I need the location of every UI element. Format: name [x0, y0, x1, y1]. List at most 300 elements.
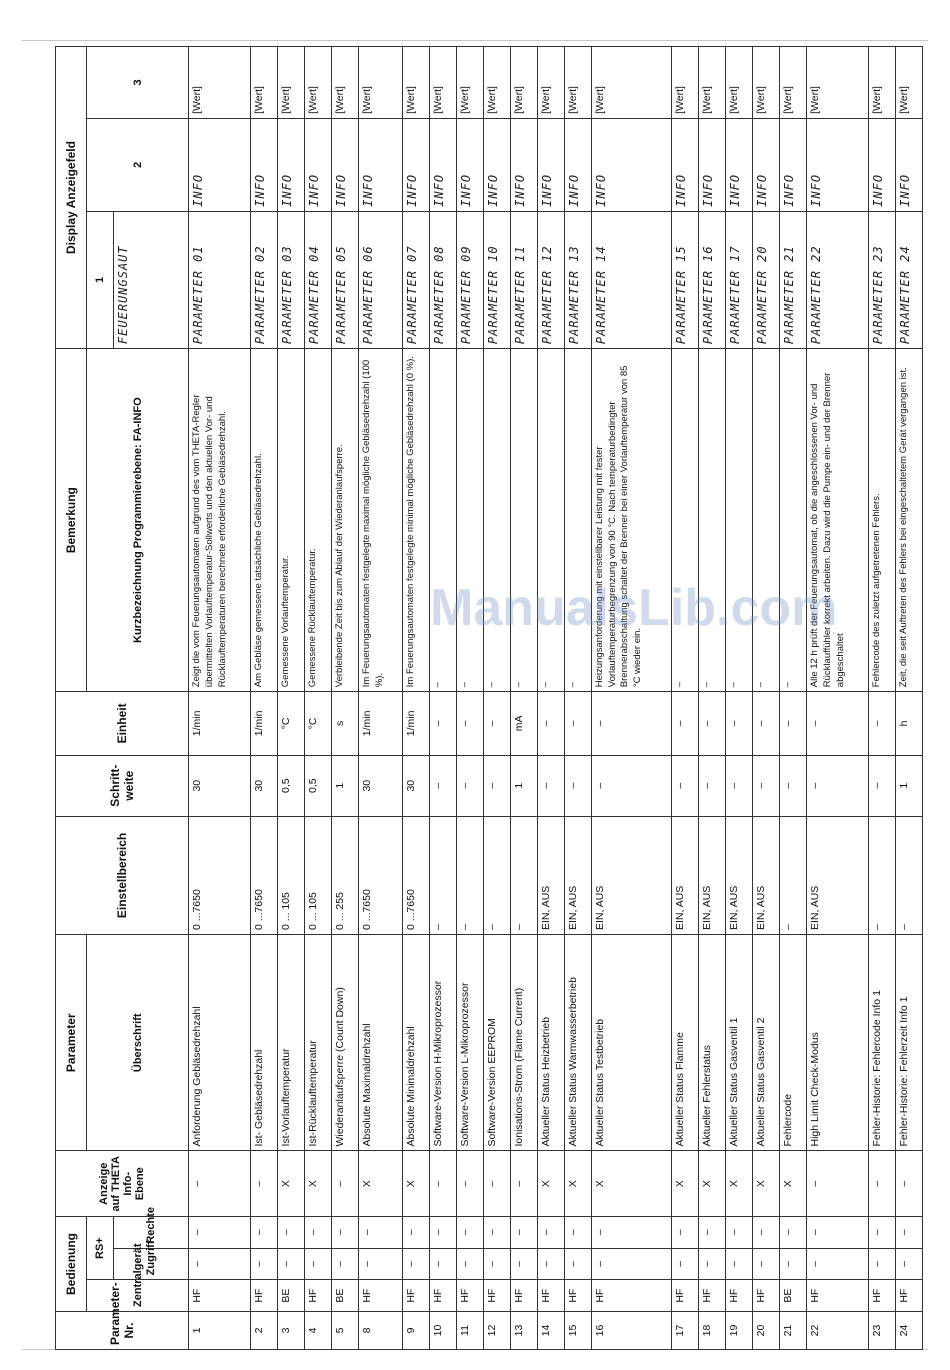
row-display-2: INFO [304, 118, 331, 211]
row-anzeige: – [483, 1151, 510, 1216]
row-anzeige: X [752, 1151, 779, 1216]
row-zentralgeraet: HF [591, 1280, 671, 1312]
row-einstellbereich: 0 ...7650 [402, 816, 429, 934]
row-zugriff: – [277, 1248, 304, 1280]
row-rechte: – [868, 1216, 895, 1248]
row-zugriff: – [456, 1248, 483, 1280]
header-rechte: Rechte [114, 1216, 189, 1248]
row-schrittweite: – [564, 755, 591, 816]
row-einstellbereich: 0 ...7650 [358, 816, 402, 934]
row-schrittweite: – [483, 755, 510, 816]
row-display-1: PARAMETER 06 [358, 211, 402, 348]
row-zentralgeraet: HF [358, 1280, 402, 1312]
row-nr: 19 [725, 1312, 752, 1350]
row-ueberschrift: Fehler-Historie: Fehlercode Info 1 [868, 935, 895, 1151]
row-ueberschrift: Aktueller Fehlerstatus [698, 935, 725, 1151]
row-rechte: – [725, 1216, 752, 1248]
row-display-3: [Wert] [725, 47, 752, 119]
row-display-3: [Wert] [429, 47, 456, 119]
row-anzeige: X [304, 1151, 331, 1216]
row-display-3: [Wert] [331, 47, 358, 119]
row-display-1: PARAMETER 21 [779, 211, 806, 348]
row-nr: 16 [591, 1312, 671, 1350]
row-display-1: PARAMETER 20 [752, 211, 779, 348]
row-display-2: INFO [591, 118, 671, 211]
row-ueberschrift: Absolute Maximaldrehzahl [358, 935, 402, 1151]
row-einheit: – [725, 692, 752, 755]
row-schrittweite: – [429, 755, 456, 816]
row-rechte: – [671, 1216, 698, 1248]
row-anzeige: X [358, 1151, 402, 1216]
row-display-1: PARAMETER 14 [591, 211, 671, 348]
row-einheit: – [779, 692, 806, 755]
row-einheit: – [591, 692, 671, 755]
row-einheit: – [483, 692, 510, 755]
row-nr: 11 [456, 1312, 483, 1350]
row-anzeige: – [429, 1151, 456, 1216]
row-bemerkung: – [779, 349, 806, 692]
row-ueberschrift: Software-Version L-Mikroprozessor [456, 935, 483, 1151]
row-anzeige: – [250, 1151, 277, 1216]
row-einheit: – [537, 692, 564, 755]
row-display-2: INFO [895, 118, 922, 211]
row-rechte: – [250, 1216, 277, 1248]
row-einstellbereich: EIN, AUS [591, 816, 671, 934]
table-row [725, 47, 752, 1350]
row-nr: 2 [250, 1312, 277, 1350]
row-ueberschrift: Ist-Rücklauftemperatur [304, 935, 331, 1151]
row-anzeige: X [591, 1151, 671, 1216]
row-zugriff: – [671, 1248, 698, 1280]
row-bemerkung: Gemessene Vorlauftemperatur. [277, 349, 304, 692]
row-rechte: – [591, 1216, 671, 1248]
row-display-1: PARAMETER 04 [304, 211, 331, 348]
row-zugriff: – [725, 1248, 752, 1280]
row-display-2: INFO [277, 118, 304, 211]
table-row [779, 47, 806, 1350]
row-einheit: – [429, 692, 456, 755]
row-rechte: – [304, 1216, 331, 1248]
row-display-1: PARAMETER 07 [402, 211, 429, 348]
row-einstellbereich: – [429, 816, 456, 934]
row-bemerkung: – [752, 349, 779, 692]
table-row [895, 47, 922, 1350]
row-ueberschrift: Ist- Gebläsedrehzahl [250, 935, 277, 1151]
row-einheit: 1/min [250, 692, 277, 755]
row-anzeige: – [189, 1151, 251, 1216]
row-display-2: INFO [429, 118, 456, 211]
row-anzeige: – [895, 1151, 922, 1216]
header-anzeige: Anzeige auf THETA Info-Ebene [56, 1151, 189, 1216]
row-einheit: °C [277, 692, 304, 755]
row-bemerkung: Gemessene Rücklauftemperatur. [304, 349, 331, 692]
row-schrittweite: 1 [895, 755, 922, 816]
row-schrittweite: – [698, 755, 725, 816]
row-schrittweite: 30 [250, 755, 277, 816]
row-rechte: – [895, 1216, 922, 1248]
row-display-2: INFO [483, 118, 510, 211]
row-schrittweite: – [868, 755, 895, 816]
parameter-table [55, 46, 923, 1350]
row-zugriff: – [429, 1248, 456, 1280]
row-display-2: INFO [868, 118, 895, 211]
row-display-2: INFO [806, 118, 868, 211]
row-zugriff: – [402, 1248, 429, 1280]
row-bemerkung: Alle 12 h prüft der Feuerungsautomat, ob die angeschlossenen Vor- und Rücklauffühler korrekt arbeiten. Dazu wird die Pumpe ein- und der Brenner abgeschaltet [806, 349, 868, 692]
row-einheit: – [564, 692, 591, 755]
row-anzeige: – [868, 1151, 895, 1216]
row-display-3: [Wert] [537, 47, 564, 119]
row-einstellbereich: EIN, AUS [806, 816, 868, 934]
row-display-2: INFO [189, 118, 251, 211]
row-bemerkung: – [564, 349, 591, 692]
row-zentralgeraet: HF [564, 1280, 591, 1312]
header-display-2: 2 [87, 118, 189, 211]
row-zentralgeraet: HF [868, 1280, 895, 1312]
row-zentralgeraet: HF [806, 1280, 868, 1312]
row-einheit: – [671, 692, 698, 755]
row-einstellbereich: EIN, AUS [752, 816, 779, 934]
row-schrittweite: 0,5 [277, 755, 304, 816]
row-einheit: – [752, 692, 779, 755]
row-display-3: [Wert] [456, 47, 483, 119]
table-row [698, 47, 725, 1350]
table-row [277, 47, 304, 1350]
row-zentralgeraet: BE [331, 1280, 358, 1312]
row-zentralgeraet: HF [671, 1280, 698, 1312]
row-einstellbereich: EIN, AUS [671, 816, 698, 934]
row-display-1: PARAMETER 15 [671, 211, 698, 348]
row-display-1: PARAMETER 05 [331, 211, 358, 348]
row-zentralgeraet: HF [698, 1280, 725, 1312]
row-einheit: mA [510, 692, 537, 755]
row-display-3: [Wert] [895, 47, 922, 119]
row-bemerkung: Am Gebläse gemessene tatsächliche Gebläsedrehzahl. [250, 349, 277, 692]
row-bemerkung: – [537, 349, 564, 692]
row-schrittweite: – [779, 755, 806, 816]
header-kurzbezeichnung: Kurzbezeichnung Programmierebene: FA-INFO [87, 349, 189, 692]
row-zugriff: – [250, 1248, 277, 1280]
row-zentralgeraet: HF [752, 1280, 779, 1312]
row-display-1: PARAMETER 16 [698, 211, 725, 348]
row-nr: 5 [331, 1312, 358, 1350]
row-nr: 23 [868, 1312, 895, 1350]
row-anzeige: – [456, 1151, 483, 1216]
table-row [429, 47, 456, 1350]
table-row [671, 47, 698, 1350]
row-zugriff: – [591, 1248, 671, 1280]
display-lcd-feuerungsaut: FEUERUNGSAUT [114, 211, 189, 348]
row-anzeige: X [537, 1151, 564, 1216]
row-ueberschrift: Fehler-Historie: Fehlerzeit Info 1 [895, 935, 922, 1151]
row-display-3: [Wert] [250, 47, 277, 119]
row-rechte: – [358, 1216, 402, 1248]
row-display-3: [Wert] [402, 47, 429, 119]
row-ueberschrift: Aktueller Status Warmwasserbetrieb [564, 935, 591, 1151]
row-bemerkung: Zeit, die seit Auftreten des Fehlers bei eingeschaltetem Gerät vergangen ist. [895, 349, 922, 692]
row-einstellbereich: – [868, 816, 895, 934]
table-row [483, 47, 510, 1350]
row-display-1: PARAMETER 22 [806, 211, 868, 348]
row-schrittweite: – [456, 755, 483, 816]
row-anzeige: – [510, 1151, 537, 1216]
row-einstellbereich: – [895, 816, 922, 934]
header-zugriff: Zugriff [114, 1248, 189, 1280]
table-row [806, 47, 868, 1350]
table-row [358, 47, 402, 1350]
row-nr: 14 [537, 1312, 564, 1350]
row-bemerkung: – [456, 349, 483, 692]
row-zugriff: – [537, 1248, 564, 1280]
row-rechte: – [429, 1216, 456, 1248]
header-einheit: Einheit [56, 692, 189, 755]
table-body [189, 47, 923, 1350]
header-parameter: Parameter [56, 935, 87, 1151]
row-einheit: h [895, 692, 922, 755]
row-ueberschrift: Aktueller Status Testbetrieb [591, 935, 671, 1151]
row-bemerkung: – [725, 349, 752, 692]
row-anzeige: X [671, 1151, 698, 1216]
header-zentralgeraet: Zentralgerät [87, 1280, 189, 1312]
header-param-nr: Parameter-Nr. [56, 1312, 189, 1350]
row-display-2: INFO [331, 118, 358, 211]
row-schrittweite: – [591, 755, 671, 816]
row-anzeige: X [698, 1151, 725, 1216]
row-rechte: – [456, 1216, 483, 1248]
row-ueberschrift: Software-Version H-Mikroprozessor [429, 935, 456, 1151]
row-display-3: [Wert] [189, 47, 251, 119]
row-nr: 21 [779, 1312, 806, 1350]
row-bemerkung: Im Feuerungsautomaten festgelegte minimal mögliche Gebläsedrehzahl (0 %). [402, 349, 429, 692]
row-nr: 10 [429, 1312, 456, 1350]
row-display-2: INFO [456, 118, 483, 211]
header-bedienung: Bedienung [56, 1216, 87, 1311]
row-rechte: – [806, 1216, 868, 1248]
row-rechte: – [483, 1216, 510, 1248]
row-ueberschrift: Aktueller Status Flamme [671, 935, 698, 1151]
row-display-2: INFO [725, 118, 752, 211]
row-bemerkung: – [510, 349, 537, 692]
row-einstellbereich: 0 ... 105 [277, 816, 304, 934]
row-schrittweite: 1 [331, 755, 358, 816]
row-display-1: PARAMETER 23 [868, 211, 895, 348]
row-zugriff: – [806, 1248, 868, 1280]
row-bemerkung: Heizungsanforderung mit einstellbarer Leistung mit fester Vorlauftemperaturbegrenzung von 90 °C. Nach temperaturbedingter Brennerabschaltung schaltet der Brenner bei einer Vorlauftemperatur von 85 °C wieder ein. [591, 349, 671, 692]
row-display-3: [Wert] [483, 47, 510, 119]
row-nr: 18 [698, 1312, 725, 1350]
row-schrittweite: 1 [510, 755, 537, 816]
row-einstellbereich: – [483, 816, 510, 934]
row-rechte: – [331, 1216, 358, 1248]
row-nr: 4 [304, 1312, 331, 1350]
row-display-3: [Wert] [358, 47, 402, 119]
table-row [510, 47, 537, 1350]
row-einstellbereich: 0 ... 105 [304, 816, 331, 934]
row-ueberschrift: Fehlercode [779, 935, 806, 1151]
row-zugriff: – [510, 1248, 537, 1280]
row-zentralgeraet: HF [895, 1280, 922, 1312]
table-row [331, 47, 358, 1350]
row-display-2: INFO [537, 118, 564, 211]
row-anzeige: X [564, 1151, 591, 1216]
row-display-2: INFO [510, 118, 537, 211]
row-bemerkung: – [483, 349, 510, 692]
row-einstellbereich: – [456, 816, 483, 934]
row-rechte: – [277, 1216, 304, 1248]
row-nr: 3 [277, 1312, 304, 1350]
row-nr: 17 [671, 1312, 698, 1350]
row-anzeige: X [277, 1151, 304, 1216]
row-display-1: PARAMETER 13 [564, 211, 591, 348]
row-schrittweite: – [752, 755, 779, 816]
row-bemerkung: Im Feuerungsautomaten festgelegte maximal mögliche Gebläsedrehzahl (100 %). [358, 349, 402, 692]
row-zentralgeraet: BE [277, 1280, 304, 1312]
row-zentralgeraet: HF [250, 1280, 277, 1312]
row-rechte: – [752, 1216, 779, 1248]
table-row [189, 47, 251, 1350]
header-bemerkung: Bemerkung [56, 349, 87, 692]
row-ueberschrift: Wiederanlaufsperre (Count Down) [331, 935, 358, 1151]
row-rechte: – [402, 1216, 429, 1248]
row-ueberschrift: Aktueller Status Heizbetrieb [537, 935, 564, 1151]
row-display-2: INFO [698, 118, 725, 211]
row-display-2: INFO [358, 118, 402, 211]
row-ueberschrift: Ist-Vorlauftemperatur [277, 935, 304, 1151]
row-einstellbereich: 0 ...7650 [250, 816, 277, 934]
row-zentralgeraet: HF [402, 1280, 429, 1312]
row-nr: 22 [806, 1312, 868, 1350]
row-einheit: 1/min [402, 692, 429, 755]
rotated-table-container [55, 46, 923, 1350]
row-einstellbereich: EIN, AUS [564, 816, 591, 934]
row-ueberschrift: Aktueller Status Gasventil 2 [752, 935, 779, 1151]
row-schrittweite: 30 [358, 755, 402, 816]
row-rechte: – [189, 1216, 251, 1248]
row-einheit: – [456, 692, 483, 755]
row-zentralgeraet: HF [189, 1280, 251, 1312]
header-display: Display Anzeigefeld [56, 47, 87, 349]
row-zugriff: – [779, 1248, 806, 1280]
row-ueberschrift: Ionisations-Strom (Flame Current) [510, 935, 537, 1151]
row-bemerkung: Verbleibende Zeit bis zum Ablauf der Wiederanlaufsperre. [331, 349, 358, 692]
row-zentralgeraet: BE [779, 1280, 806, 1312]
row-schrittweite: – [537, 755, 564, 816]
row-zugriff: – [331, 1248, 358, 1280]
row-zentralgeraet: HF [537, 1280, 564, 1312]
row-zugriff: – [189, 1248, 251, 1280]
row-bemerkung: Zeigt die vom Feuerungsautomaten aufgrund des vom THETA-Regler übermittelten Vorlauftemperatur-Sollwerts und den aktuellen Vor- und Rücklauftemperaturen berechnete erforderliche Gebläsedrehzahl. [189, 349, 251, 692]
row-display-2: INFO [250, 118, 277, 211]
row-zentralgeraet: HF [429, 1280, 456, 1312]
table-row [250, 47, 277, 1350]
row-anzeige: X [725, 1151, 752, 1216]
row-rechte: – [564, 1216, 591, 1248]
row-display-1: PARAMETER 03 [277, 211, 304, 348]
row-ueberschrift: Software-Version EEPROM [483, 935, 510, 1151]
table-row [591, 47, 671, 1350]
table-row [868, 47, 895, 1350]
row-bemerkung: – [671, 349, 698, 692]
watermark: ManualsLib.com [430, 579, 838, 637]
row-einheit: – [806, 692, 868, 755]
row-einstellbereich: EIN, AUS [725, 816, 752, 934]
header-display-3: 3 [87, 47, 189, 119]
row-display-1: PARAMETER 01 [189, 211, 251, 348]
row-schrittweite: – [725, 755, 752, 816]
row-einstellbereich: 0 ...7650 [189, 816, 251, 934]
row-anzeige: X [402, 1151, 429, 1216]
row-einheit: – [698, 692, 725, 755]
row-einstellbereich: – [779, 816, 806, 934]
row-bemerkung: Fehlercode des zuletzt aufgetretenen Fehlers. [868, 349, 895, 692]
row-ueberschrift: Absolute Minimaldrehzahl [402, 935, 429, 1151]
row-einstellbereich: EIN, AUS [537, 816, 564, 934]
row-einstellbereich: – [510, 816, 537, 934]
row-display-1: PARAMETER 02 [250, 211, 277, 348]
header-rs-plus: RS+ [87, 1216, 114, 1279]
row-rechte: – [537, 1216, 564, 1248]
row-display-3: [Wert] [752, 47, 779, 119]
table-row [402, 47, 429, 1350]
row-zugriff: – [868, 1248, 895, 1280]
row-display-3: [Wert] [779, 47, 806, 119]
row-display-1: PARAMETER 11 [510, 211, 537, 348]
row-display-1: PARAMETER 08 [429, 211, 456, 348]
row-zentralgeraet: HF [510, 1280, 537, 1312]
row-display-3: [Wert] [277, 47, 304, 119]
row-zentralgeraet: HF [725, 1280, 752, 1312]
row-display-2: INFO [564, 118, 591, 211]
row-nr: 1 [189, 1312, 251, 1350]
row-display-1: PARAMETER 12 [537, 211, 564, 348]
row-display-2: INFO [779, 118, 806, 211]
table-row [564, 47, 591, 1350]
row-nr: 12 [483, 1312, 510, 1350]
row-display-3: [Wert] [868, 47, 895, 119]
row-display-3: [Wert] [591, 47, 671, 119]
header-einstellbereich: Einstellbereich [56, 816, 189, 934]
row-anzeige: X [779, 1151, 806, 1216]
row-display-3: [Wert] [671, 47, 698, 119]
row-einheit: 1/min [189, 692, 251, 755]
row-display-1: PARAMETER 24 [895, 211, 922, 348]
table-row [304, 47, 331, 1350]
row-display-3: [Wert] [698, 47, 725, 119]
row-schrittweite: – [671, 755, 698, 816]
row-einstellbereich: 0 ... 255 [331, 816, 358, 934]
table-row [537, 47, 564, 1350]
row-display-2: INFO [752, 118, 779, 211]
row-einheit: °C [304, 692, 331, 755]
row-zugriff: – [304, 1248, 331, 1280]
row-einheit: – [868, 692, 895, 755]
row-zentralgeraet: HF [483, 1280, 510, 1312]
row-display-1: PARAMETER 09 [456, 211, 483, 348]
row-display-3: [Wert] [304, 47, 331, 119]
row-display-3: [Wert] [510, 47, 537, 119]
row-bemerkung: – [429, 349, 456, 692]
row-display-1: PARAMETER 17 [725, 211, 752, 348]
row-zugriff: – [358, 1248, 402, 1280]
row-anzeige: – [806, 1151, 868, 1216]
row-ueberschrift: Anforderung Gebläsedrehzahl [189, 935, 251, 1151]
row-display-3: [Wert] [806, 47, 868, 119]
row-nr: 9 [402, 1312, 429, 1350]
row-einheit: 1/min [358, 692, 402, 755]
row-rechte: – [698, 1216, 725, 1248]
row-zentralgeraet: HF [456, 1280, 483, 1312]
header-ueberschrift: Überschrift [87, 935, 189, 1151]
